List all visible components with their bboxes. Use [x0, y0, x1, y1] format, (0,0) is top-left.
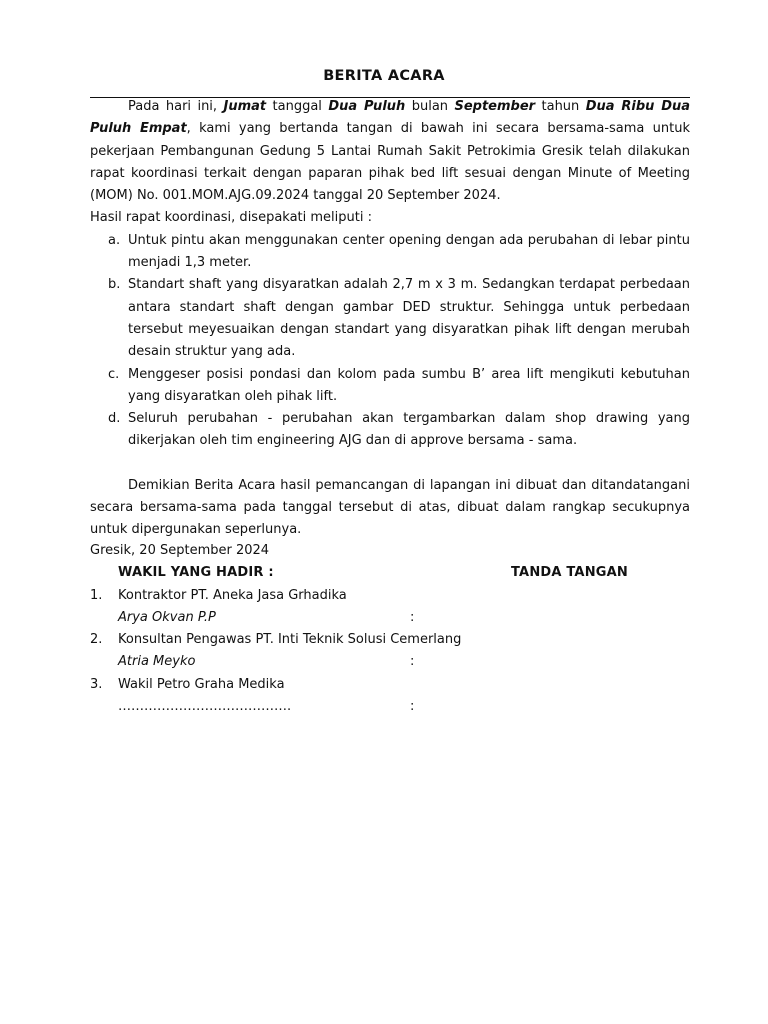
- party-organization: Wakil Petro Graha Medika: [118, 676, 285, 692]
- signature-header: TANDA TANGAN: [511, 565, 628, 581]
- intro-text-5: , kami yang bertanda tangan di bawah ini secara bersama-sama untuk pekerjaan Pembangunan Gedung 5 Lantai Rumah Sakit Petrokimia Gresik telah dilakukan rapat koordinasi terkait dengan paparan pihak bed lift sesuai dengan Minute of Meeting (MOM) No. 001.MOM.AJG.09.2024 tanggal 20 September 2024.: [90, 121, 690, 204]
- intro-month: September: [454, 99, 536, 114]
- representative-row: [90, 696, 690, 718]
- intro-text-4: tahun: [535, 99, 586, 114]
- party-row: [90, 585, 690, 607]
- party-row: [90, 674, 690, 696]
- signature-block: [90, 540, 690, 718]
- result-item: [90, 364, 690, 409]
- result-item-marker: c.: [108, 366, 120, 382]
- result-item-text: Standart shaft yang disyaratkan adalah 2,7 m x 3 m. Sedangkan terdapat perbedaan antara standart shaft dengan gambar DED struktur. Sehingga untuk perbedaan tersebut meyesuaikan dengan standart yang disyaratkan pihak lift dengan merubah desain struktur yang ada.: [128, 277, 690, 360]
- intro-year-words: Dua Ribu Dua Puluh Empat: [90, 99, 691, 137]
- intro-text-2: tanggal: [266, 99, 329, 114]
- representative-name: Arya Okvan P.P: [118, 609, 216, 625]
- party-number: 3.: [90, 676, 103, 692]
- party-number: 2.: [90, 632, 103, 648]
- representative-name: Atria Meyko: [118, 654, 196, 670]
- document-body: [90, 96, 690, 542]
- document-title: BERITA ACARA: [323, 68, 445, 84]
- representative-row: [90, 651, 690, 673]
- signature-colon: :: [410, 699, 415, 715]
- result-item-marker: b.: [108, 277, 121, 293]
- intro-paragraph: [90, 96, 690, 207]
- signature-colon: :: [410, 609, 415, 625]
- result-item-text: Untuk pintu akan menggunakan center opening dengan ada perubahan di lebar pintu menjadi 1,3 meter.: [128, 232, 690, 271]
- party-row: [90, 629, 690, 651]
- result-item: [90, 408, 690, 453]
- representative-row: [90, 607, 690, 629]
- result-item-marker: a.: [108, 232, 121, 248]
- result-item-text: Menggeser posisi pondasi dan kolom pada sumbu B’ area lift mengikuti kebutuhan yang disyaratkan oleh pihak lift.: [128, 366, 690, 404]
- signature-header-row: [90, 562, 690, 584]
- party-organization: Konsultan Pengawas PT. Inti Teknik Solusi Cemerlang: [118, 632, 462, 648]
- representative-name-placeholder: ………………………………….: [118, 699, 292, 715]
- result-item-text: Seluruh perubahan - perubahan akan tergambarkan dalam shop drawing yang dikerjakan oleh tim engineering AJG dan di approve bersama - sama.: [128, 411, 690, 449]
- result-item: [90, 274, 690, 363]
- closing-paragraph: Demikian Berita Acara hasil pemancangan di lapangan ini dibuat dan ditandatangani secara bersama-sama pada tanggal tersebut di atas, dibuat dalam rangkap secukupnya untuk dipergunakan seperlunya.: [90, 477, 690, 538]
- signature-colon: :: [410, 654, 415, 670]
- intro-day: Jumat: [223, 99, 267, 114]
- paragraph-spacer: [90, 453, 690, 475]
- result-item-marker: d.: [108, 411, 121, 427]
- results-heading: Hasil rapat koordinasi, disepakati meliputi :: [90, 210, 372, 226]
- place-date: Gresik, 20 September 2024: [90, 543, 270, 558]
- intro-text-1: Pada hari ini,: [128, 99, 224, 114]
- intro-text-3: bulan: [405, 99, 455, 114]
- intro-date-words: Dua Puluh: [328, 99, 406, 114]
- attendees-header: WAKIL YANG HADIR :: [118, 565, 274, 581]
- place-date-row: [90, 540, 690, 562]
- results-list: [90, 230, 690, 453]
- party-number: 1.: [90, 587, 103, 603]
- result-item: [90, 230, 690, 275]
- party-organization: Kontraktor PT. Aneka Jasa Grhadika: [118, 587, 347, 603]
